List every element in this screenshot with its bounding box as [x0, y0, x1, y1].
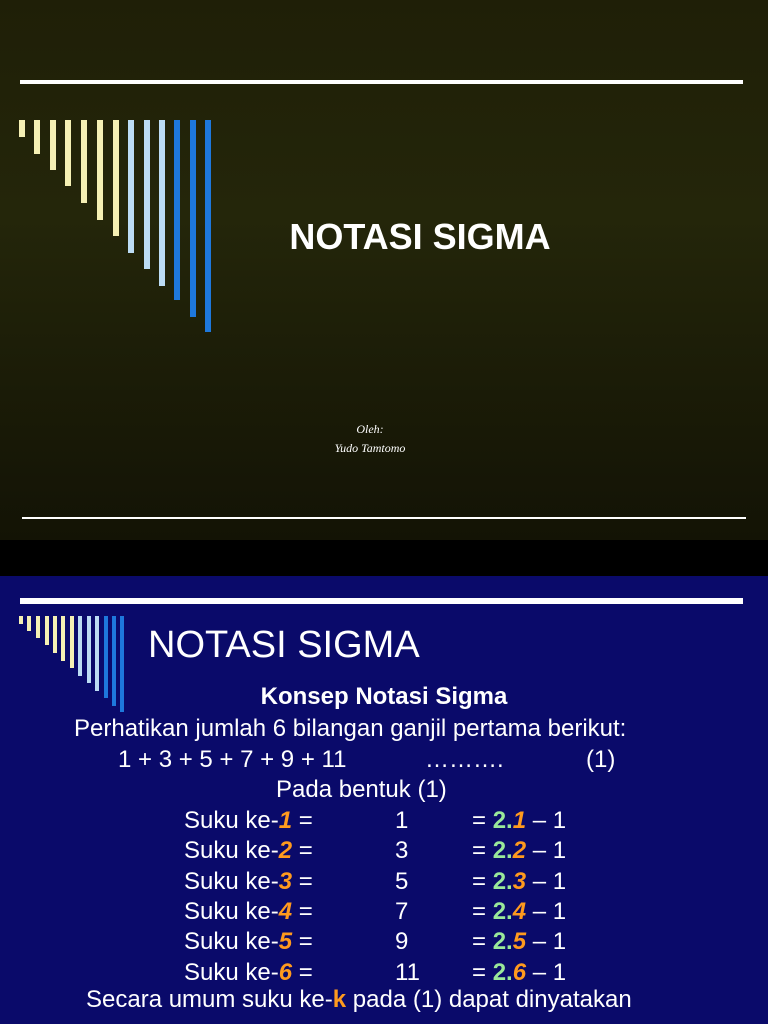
formula-index: 5	[512, 928, 527, 955]
formula-index: 1	[512, 807, 527, 834]
term-prefix: Suku ke-	[184, 928, 279, 955]
term-eq: =	[292, 807, 313, 834]
bar-2	[27, 616, 31, 631]
bar-8	[78, 616, 82, 676]
form-note: Pada bentuk (1)	[276, 776, 447, 803]
term-eq: =	[292, 928, 313, 955]
term-prefix: Suku ke-	[184, 807, 279, 834]
bar-1	[19, 616, 23, 624]
term-eq: =	[292, 837, 313, 864]
formula-two: 2.	[492, 898, 513, 925]
bar-8	[128, 120, 134, 253]
slide-title: NOTASI SIGMA	[148, 624, 420, 666]
formula-eq: =	[472, 959, 493, 986]
bar-5	[81, 120, 87, 203]
formula-index: 2	[512, 837, 527, 864]
bar-1	[19, 120, 25, 137]
formula-eq: =	[472, 928, 493, 955]
formula-tail: – 1	[526, 807, 567, 834]
formula-eq: =	[472, 868, 493, 895]
term-row	[0, 807, 768, 837]
general-text-b: pada (1) dapat dinyatakan	[346, 986, 632, 1013]
formula-tail: – 1	[526, 898, 567, 925]
term-index: 3	[278, 868, 293, 895]
bar-3	[50, 120, 56, 170]
term-row	[0, 868, 768, 898]
term-row	[0, 928, 768, 958]
term-value: 9	[395, 928, 409, 955]
term-index: 2	[278, 837, 293, 864]
formula-eq: =	[472, 837, 493, 864]
term-value: 11	[395, 959, 420, 986]
term-index: 1	[278, 807, 293, 834]
bar-9	[87, 616, 91, 683]
bar-9	[144, 120, 150, 269]
bar-4	[45, 616, 49, 645]
byline	[300, 420, 440, 458]
bar-6	[97, 120, 103, 220]
formula-two: 2.	[492, 807, 513, 834]
slide-title: NOTASI SIGMA	[289, 216, 551, 257]
bar-6	[61, 616, 65, 661]
term-prefix: Suku ke-	[184, 959, 279, 986]
term-row	[0, 837, 768, 867]
equation-label: (1)	[586, 746, 616, 773]
top-rule	[20, 80, 743, 84]
slide-gap	[0, 540, 768, 576]
formula-eq: =	[472, 807, 493, 834]
bar-2	[34, 120, 40, 154]
term-row	[0, 959, 768, 989]
term-prefix: Suku ke-	[184, 898, 279, 925]
top-rule	[20, 598, 743, 604]
bar-10	[159, 120, 165, 286]
formula-two: 2.	[492, 868, 513, 895]
term-eq: =	[292, 898, 313, 925]
bar-5	[53, 616, 57, 653]
term-value: 3	[395, 837, 409, 864]
bottom-rule	[22, 517, 746, 519]
term-index: 4	[278, 898, 293, 925]
formula-two: 2.	[492, 928, 513, 955]
term-index: 6	[278, 959, 293, 986]
formula-index: 3	[512, 868, 527, 895]
term-eq: =	[292, 868, 313, 895]
formula-two: 2.	[492, 959, 513, 986]
bar-7	[70, 616, 74, 668]
bar-10	[95, 616, 99, 691]
bar-12	[190, 120, 196, 317]
byline-label: Oleh:	[356, 422, 384, 436]
section-subtitle: Konsep Notasi Sigma	[260, 683, 508, 710]
term-row	[0, 898, 768, 928]
formula-tail: – 1	[526, 868, 567, 895]
author-name: Yudo Tamtomo	[334, 441, 406, 455]
series-dots: ……….	[425, 746, 504, 773]
formula-index: 6	[512, 959, 527, 986]
bar-13	[205, 120, 211, 332]
term-value: 7	[395, 898, 409, 925]
formula-tail: – 1	[526, 928, 567, 955]
bar-3	[36, 616, 40, 638]
decorative-bars	[0, 120, 220, 340]
formula-index: 4	[512, 898, 527, 925]
formula-two: 2.	[492, 837, 513, 864]
bar-4	[65, 120, 71, 186]
formula-tail: – 1	[526, 837, 567, 864]
formula-tail: – 1	[526, 959, 567, 986]
term-prefix: Suku ke-	[184, 868, 279, 895]
general-k: k	[332, 986, 347, 1013]
content-slide	[0, 576, 768, 1024]
general-text-a: Secara umum suku ke-	[86, 986, 333, 1013]
term-index: 5	[278, 928, 293, 955]
series-expression: 1 + 3 + 5 + 7 + 9 + 11	[118, 746, 347, 773]
term-value: 1	[395, 807, 409, 834]
formula-eq: =	[472, 898, 493, 925]
term-value: 5	[395, 868, 409, 895]
intro-text: Perhatikan jumlah 6 bilangan ganjil pertama berikut:	[74, 715, 627, 742]
term-eq: =	[292, 959, 313, 986]
bar-7	[113, 120, 119, 236]
bar-11	[174, 120, 180, 300]
term-prefix: Suku ke-	[184, 837, 279, 864]
general-statement	[86, 986, 632, 1014]
